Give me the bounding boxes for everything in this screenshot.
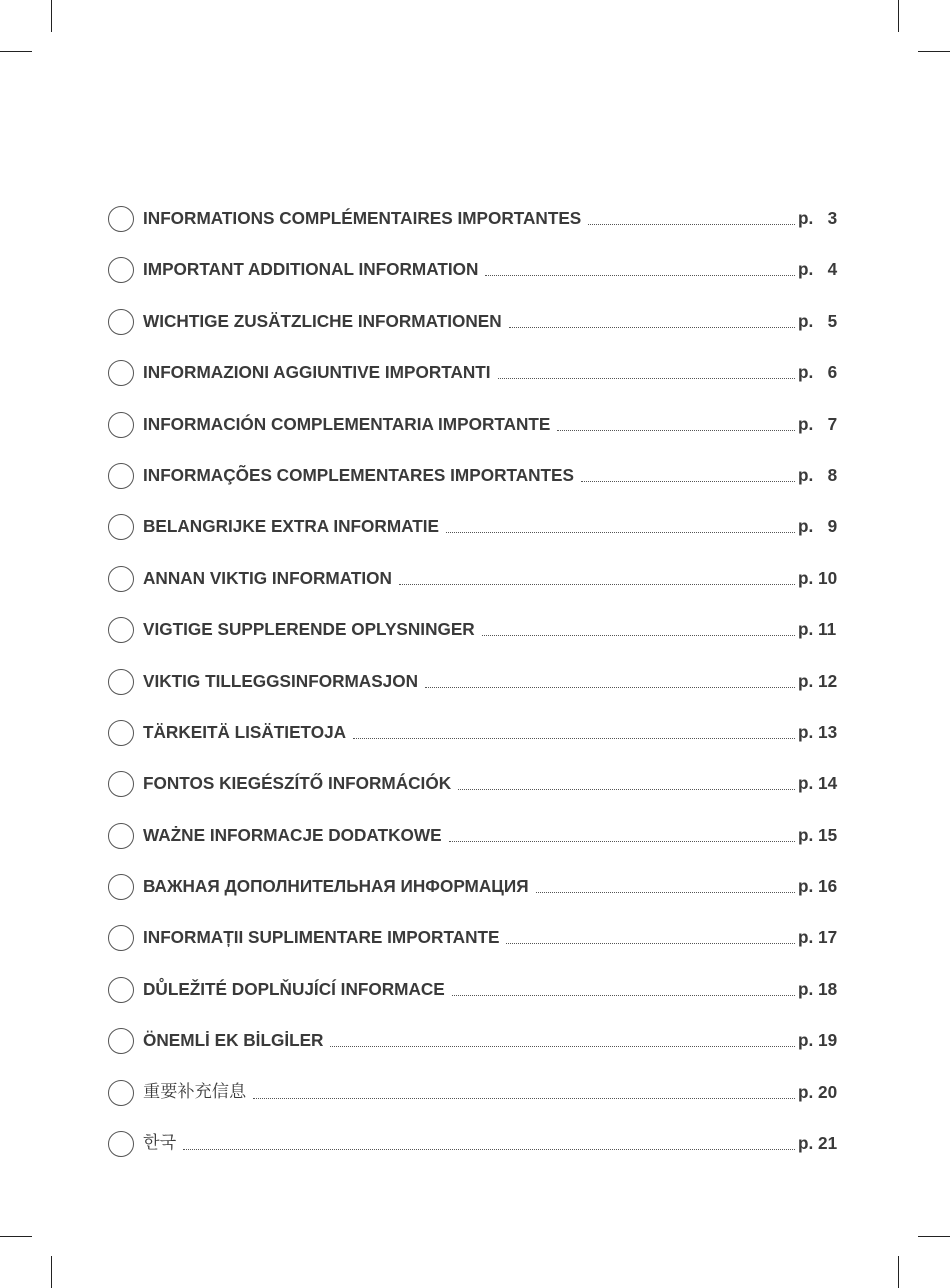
language-circle-icon [108, 257, 134, 283]
toc-entry[interactable] [108, 923, 844, 974]
language-circle-icon [108, 1028, 134, 1054]
language-circle-icon [108, 412, 134, 438]
toc-entry-title: INFORMAȚII SUPLIMENTARE IMPORTANTE [143, 927, 500, 948]
toc-entry[interactable] [108, 461, 844, 512]
toc-entry[interactable] [108, 410, 844, 461]
toc-entry-line [143, 410, 844, 438]
language-circle-icon [108, 874, 134, 900]
toc-entry[interactable] [108, 255, 844, 306]
language-circle-icon [108, 771, 134, 797]
language-circle-icon [108, 206, 134, 232]
crop-mark-top-left-vertical [51, 0, 52, 32]
toc-entry-line [143, 1129, 844, 1157]
language-circle-icon [108, 566, 134, 592]
toc-entry-line [143, 204, 844, 232]
toc-entry-title: ANNAN VIKTIG INFORMATION [143, 567, 392, 588]
toc-entry[interactable] [108, 307, 844, 358]
language-circle-icon [108, 309, 134, 335]
toc-entry[interactable] [108, 1026, 844, 1077]
toc-entry-title: VIKTIG TILLEGGSINFORMASJON [143, 670, 419, 691]
toc-entry-page-number: p. 14 [798, 773, 838, 794]
toc-entry-page-number: p. 9 [798, 516, 838, 537]
toc-entry[interactable] [108, 975, 844, 1026]
language-circle-icon [108, 463, 134, 489]
toc-entry-page-number: p. 8 [798, 464, 838, 485]
dotted-leader [482, 635, 795, 636]
toc-entry[interactable] [108, 512, 844, 563]
language-circle-icon [108, 1131, 134, 1157]
toc-entry-title: INFORMACIÓN COMPLEMENTARIA IMPORTANTE [143, 413, 551, 434]
dotted-leader [581, 481, 795, 482]
toc-entry[interactable] [108, 821, 844, 872]
dotted-leader [253, 1098, 795, 1099]
toc-entry[interactable] [108, 615, 844, 666]
toc-entry-line [143, 1026, 844, 1054]
toc-entry-page-number: p. 4 [798, 259, 838, 280]
crop-mark-bottom-right-horizontal [918, 1236, 950, 1237]
language-circle-icon [108, 977, 134, 1003]
toc-entry[interactable] [108, 204, 844, 255]
toc-entry-title: TÄRKEITÄ LISÄTIETOJA [143, 721, 347, 742]
toc-entry-page-number: p. 15 [798, 824, 838, 845]
toc-entry-line [143, 307, 844, 335]
toc-entry-page-number: p. 16 [798, 876, 838, 897]
language-circle-icon [108, 823, 134, 849]
dotted-leader [353, 738, 795, 739]
toc-entry[interactable] [108, 564, 844, 615]
toc-entry[interactable] [108, 1129, 844, 1180]
toc-entry-line [143, 358, 844, 386]
dotted-leader [536, 892, 795, 893]
dotted-leader [458, 789, 795, 790]
toc-entry-line [143, 872, 844, 900]
toc-entry-line [143, 923, 844, 951]
language-circle-icon [108, 360, 134, 386]
toc-entry[interactable] [108, 872, 844, 923]
toc-entry-page-number: p. 5 [798, 310, 838, 331]
toc-entry-line [143, 512, 844, 540]
toc-entry-title: IMPORTANT ADDITIONAL INFORMATION [143, 259, 479, 280]
dotted-leader [449, 841, 795, 842]
toc-entry-title: DŮLEŽITÉ DOPLŇUJÍCÍ INFORMACE [143, 978, 445, 999]
toc-entry-line [143, 255, 844, 283]
toc-entry-title: INFORMAZIONI AGGIUNTIVE IMPORTANTI [143, 362, 491, 383]
dotted-leader [588, 224, 795, 225]
toc-entry-page-number: p. 19 [798, 1030, 838, 1051]
toc-entry-page-number: p. 17 [798, 927, 838, 948]
language-circle-icon [108, 1080, 134, 1106]
dotted-leader [399, 584, 795, 585]
language-circle-icon [108, 720, 134, 746]
toc-entry-page-number: p. 7 [798, 413, 838, 434]
toc-entry-title: 重要补充信息 [143, 1081, 247, 1102]
language-circle-icon [108, 617, 134, 643]
dotted-leader [183, 1149, 795, 1150]
toc-entry-title: INFORMAÇÕES COMPLEMENTARES IMPORTANTES [143, 464, 574, 485]
toc-entry[interactable] [108, 769, 844, 820]
toc-entry[interactable] [108, 1078, 844, 1129]
toc-entry-line [143, 1078, 844, 1106]
toc-entry-page-number: p. 12 [798, 670, 838, 691]
toc-entry-line [143, 461, 844, 489]
dotted-leader [452, 995, 795, 996]
toc-entry-title: FONTOS KIEGÉSZÍTŐ INFORMÁCIÓK [143, 773, 452, 794]
toc-entry-title: BELANGRIJKE EXTRA INFORMATIE [143, 516, 440, 537]
toc-entry-page-number: p. 13 [798, 721, 838, 742]
dotted-leader [330, 1046, 795, 1047]
toc-entry-page-number: p. 3 [798, 208, 838, 228]
crop-mark-top-right-vertical [898, 0, 899, 32]
dotted-leader [506, 943, 795, 944]
toc-entry-title: WAŻNE INFORMACJE DODATKOWE [143, 824, 442, 845]
toc-entry-title: INFORMATIONS COMPLÉMENTAIRES IMPORTANTES [143, 208, 582, 228]
language-circle-icon [108, 669, 134, 695]
crop-mark-bottom-left-horizontal [0, 1236, 32, 1237]
toc-entry-line [143, 975, 844, 1003]
crop-mark-top-right-horizontal [918, 51, 950, 52]
toc-entry-page-number: p. 11 [798, 619, 837, 640]
toc-entry-page-number: p. 20 [798, 1081, 838, 1102]
toc-entry-title: VIGTIGE SUPPLERENDE OPLYSNINGER [143, 619, 475, 640]
language-circle-icon [108, 925, 134, 951]
dotted-leader [498, 378, 795, 379]
dotted-leader [425, 687, 795, 688]
dotted-leader [446, 532, 795, 533]
toc-entry-line [143, 718, 844, 746]
toc-entry[interactable] [108, 718, 844, 769]
toc-entry-line [143, 667, 844, 695]
toc-entry-title: WICHTIGE ZUSÄTZLICHE INFORMATIONEN [143, 310, 502, 331]
crop-mark-top-left-horizontal [0, 51, 32, 52]
toc-entry-title: ÖNEMLİ EK BİLGİLER [143, 1030, 324, 1051]
dotted-leader [509, 327, 795, 328]
toc-entry[interactable] [108, 358, 844, 409]
table-of-contents [108, 204, 844, 1180]
crop-mark-bottom-left-vertical [51, 1256, 52, 1288]
toc-entry-page-number: p. 18 [798, 978, 838, 999]
toc-entry-line [143, 821, 844, 849]
language-circle-icon [108, 514, 134, 540]
toc-entry-page-number: p. 10 [798, 567, 838, 588]
dotted-leader [485, 275, 795, 276]
toc-entry-page-number: p. 21 [798, 1133, 838, 1154]
crop-mark-bottom-right-vertical [898, 1256, 899, 1288]
toc-entry-line [143, 769, 844, 797]
toc-entry-page-number: p. 6 [798, 362, 838, 383]
toc-entry-title: 한국 [143, 1133, 177, 1154]
toc-entry-line [143, 564, 844, 592]
toc-entry-line [143, 615, 844, 643]
dotted-leader [557, 430, 795, 431]
toc-entry-title: ВАЖНАЯ ДОПОЛНИТЕЛЬНАЯ ИНФОРМАЦИЯ [143, 876, 529, 897]
toc-entry[interactable] [108, 667, 844, 718]
